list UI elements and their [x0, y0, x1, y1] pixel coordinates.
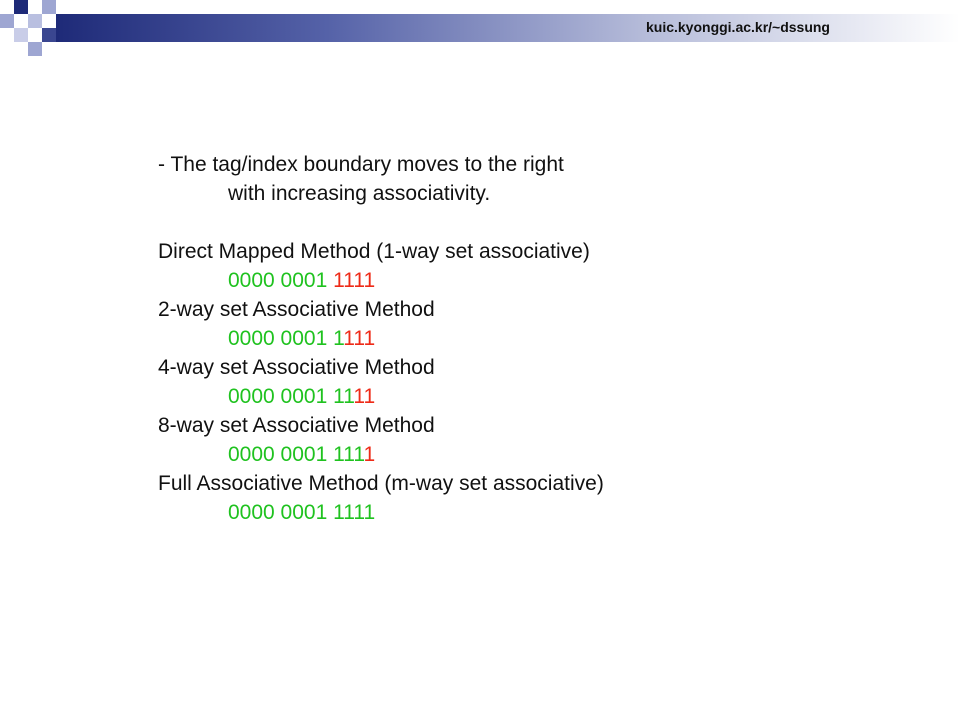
- address-bits-4way: [158, 382, 604, 411]
- intro-line-2: with increasing associativity.: [228, 182, 491, 205]
- bits-green: 0000 0001 1: [228, 327, 344, 350]
- slide-header: [0, 0, 960, 60]
- header-url: kuic.kyonggi.ac.kr/~dssung: [645, 19, 830, 35]
- address-bits-full: [158, 498, 604, 527]
- intro-line-1: - The tag/index boundary moves to the right: [158, 153, 564, 176]
- logo-square-light: [14, 28, 28, 42]
- bits-green: 0000 0001 111: [228, 443, 364, 466]
- method-label-8way: 8-way set Associative Method: [158, 414, 435, 437]
- spacer: [158, 208, 604, 237]
- method-label-2way: 2-way set Associative Method: [158, 298, 435, 321]
- method-label-direct: Direct Mapped Method (1-way set associative): [158, 240, 590, 263]
- slide-body: [158, 150, 604, 527]
- logo-square-light: [28, 14, 42, 28]
- bits-red: 111: [343, 327, 376, 350]
- address-bits-direct: [158, 266, 604, 295]
- address-bits-8way: [158, 440, 604, 469]
- bits-red: 11: [353, 385, 376, 408]
- bits-red: 1: [363, 443, 376, 466]
- logo-square-light: [42, 0, 56, 14]
- bits-red: 1111: [333, 269, 376, 292]
- bits-green: 0000 0001 1111: [228, 501, 376, 524]
- method-label-4way: 4-way set Associative Method: [158, 356, 435, 379]
- bits-green: 0000 0001: [228, 269, 334, 292]
- logo-square-dark: [42, 28, 56, 42]
- logo-square-light: [0, 14, 14, 28]
- bits-green: 0000 0001 11: [228, 385, 354, 408]
- method-label-full: Full Associative Method (m-way set associative): [158, 472, 604, 495]
- address-bits-2way: [158, 324, 604, 353]
- logo-square-dark: [14, 0, 28, 14]
- logo-square-light: [28, 42, 42, 56]
